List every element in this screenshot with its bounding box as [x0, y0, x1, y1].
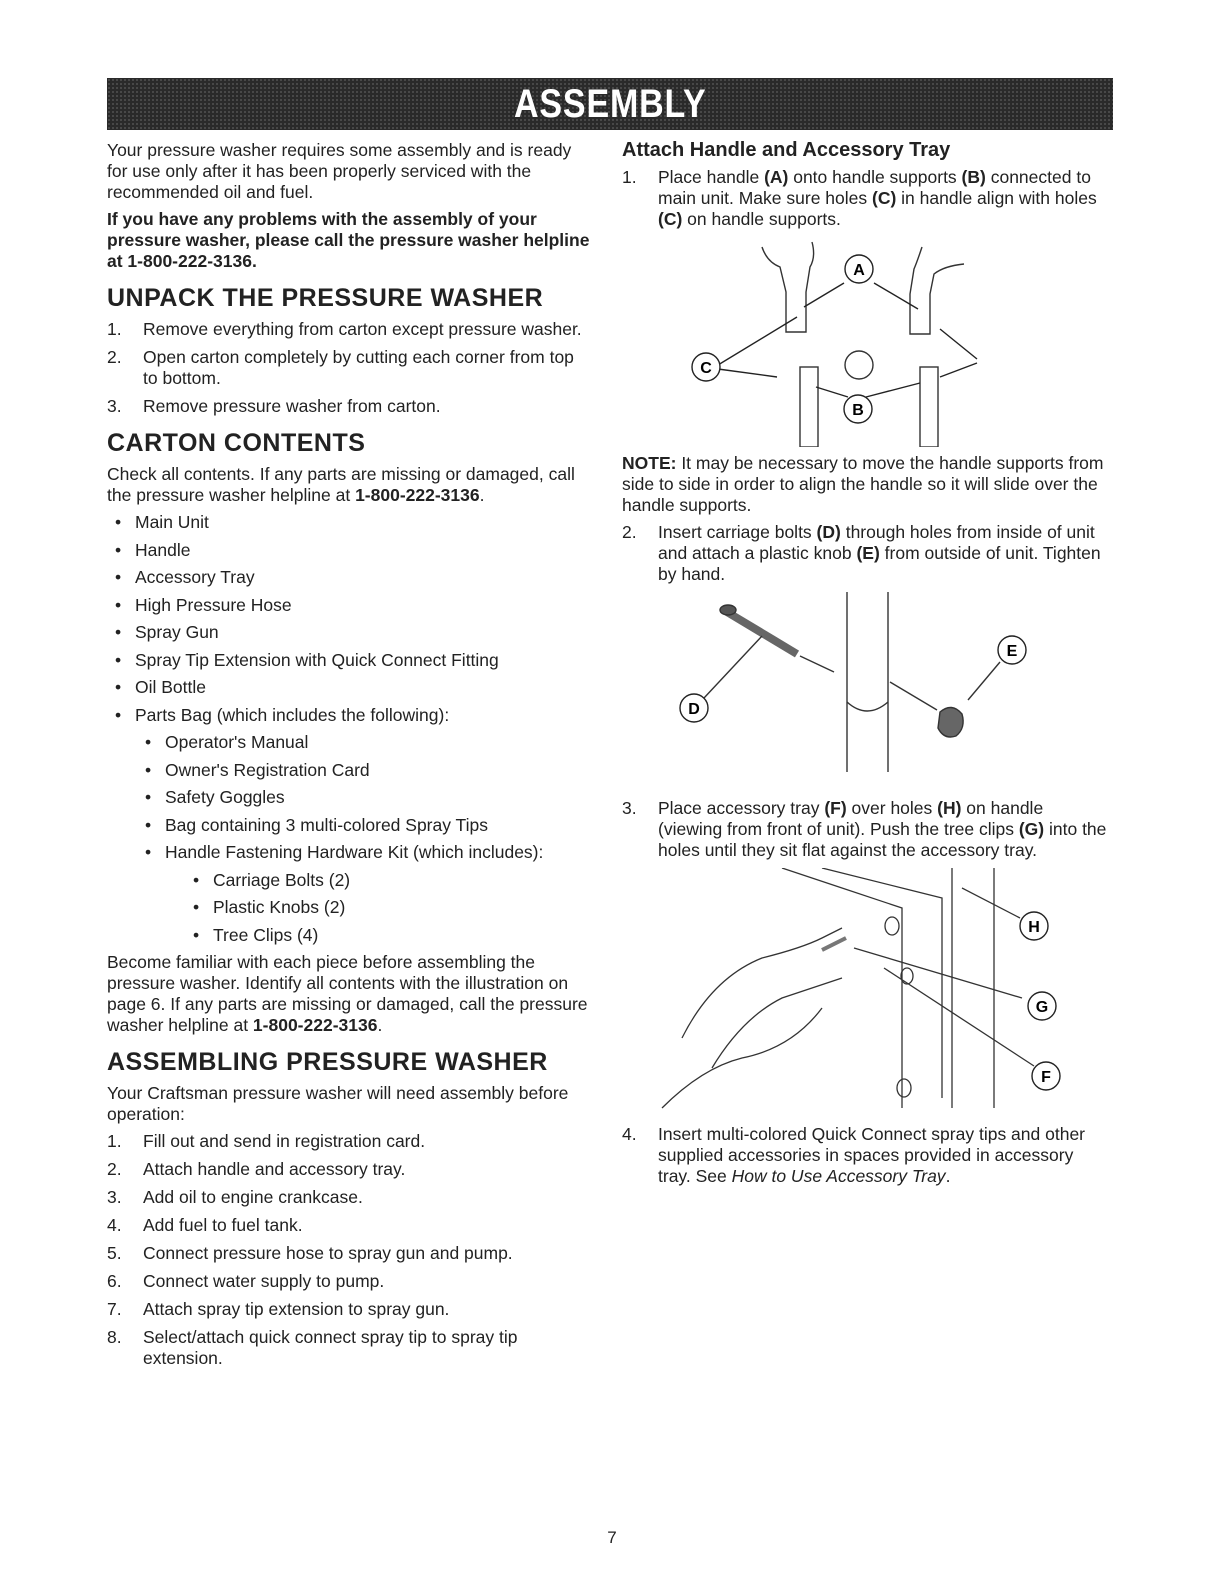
list-item: • Carriage Bolts (2): [107, 870, 592, 891]
bolt-knob-figure: [622, 592, 1107, 792]
label-d: D: [688, 701, 700, 718]
banner-title: ASSEMBLY: [513, 81, 707, 126]
label-h: H: [1028, 919, 1040, 936]
intro-paragraph: Your pressure washer requires some assembly and is ready for use only after it has been properly serviced with the recommended oil and fuel.: [107, 140, 572, 202]
list-item: • Bag containing 3 multi-colored Spray Tips: [107, 815, 592, 836]
list-item: 6. Connect water supply to pump.: [107, 1271, 385, 1291]
attach-heading: Attach Handle and Accessory Tray: [622, 139, 951, 161]
list-item: • Accessory Tray: [107, 567, 592, 588]
handle-supports-figure: [622, 237, 1107, 447]
list-item: • Spray Tip Extension with Quick Connect Fitting: [107, 650, 592, 671]
assembling-heading: ASSEMBLING PRESSURE WASHER: [107, 1048, 548, 1076]
list-item: • Parts Bag (which includes the following):: [107, 705, 592, 726]
unpack-heading: UNPACK THE PRESSURE WASHER: [107, 284, 544, 312]
list-item: 1. Remove everything from carton except pressure washer.: [107, 319, 582, 339]
list-item: • High Pressure Hose: [107, 595, 592, 616]
helpline-note: If you have any problems with the assembly of your pressure washer, please call the pressure washer helpline at 1-800-222-3136.: [107, 209, 590, 271]
list-item: • Safety Goggles: [107, 787, 592, 808]
list-item: 2. Attach handle and accessory tray.: [107, 1159, 406, 1179]
label-c: C: [700, 360, 712, 377]
label-f: F: [1041, 1069, 1051, 1086]
carton-heading: CARTON CONTENTS: [107, 429, 366, 457]
list-item: • Tree Clips (4): [107, 925, 592, 946]
list-item: 3. Add oil to engine crankcase.: [107, 1187, 363, 1207]
list-item: • Operator's Manual: [107, 732, 592, 753]
list-item: 2. Open carton completely by cutting each corner from top to bottom.: [107, 347, 574, 388]
parts-bag-items: [107, 732, 592, 863]
assembling-steps: [107, 1131, 592, 1369]
section-banner: [107, 78, 1113, 130]
list-item: • Handle Fastening Hardware Kit (which includes):: [107, 842, 592, 863]
label-b: B: [852, 402, 864, 419]
list-item: 1. Place handle (A) onto handle supports (B) connected to main unit. Make sure holes (C) in handle align with holes (C) on handle supports.: [622, 167, 1097, 229]
carton-intro: Check all contents. If any parts are missing or damaged, call the pressure washer helpline at 1-800-222-3136.: [107, 464, 575, 505]
list-item: 8. Select/attach quick connect spray tip to spray tip extension.: [107, 1327, 518, 1368]
list-item: • Handle: [107, 540, 592, 561]
list-item: 1. Fill out and send in registration card.: [107, 1131, 426, 1151]
list-item: • Owner's Registration Card: [107, 760, 592, 781]
list-item: 7. Attach spray tip extension to spray gun.: [107, 1299, 450, 1319]
attach-step-2: [622, 522, 1107, 585]
label-g: G: [1035, 999, 1049, 1016]
label-e: E: [1006, 643, 1018, 660]
carton-items: [107, 512, 592, 726]
list-item: 4. Add fuel to fuel tank.: [107, 1215, 303, 1235]
attach-step-1: [622, 167, 1107, 230]
list-item: • Oil Bottle: [107, 677, 592, 698]
list-item: 3. Place accessory tray (F) over holes (H) on handle (viewing from front of unit). Push the tree clips (G) into the holes until they sit flat against the accessory tray.: [622, 798, 1107, 860]
carton-outro: Become familiar with each piece before assembling the pressure washer. Identify all contents with the illustration on page 6. If any parts are missing or damaged, call the pressure washer helpline at 1-800-222-3136.: [107, 952, 588, 1035]
label-a: A: [853, 262, 865, 279]
helpline-phone: 1-800-222-3136: [355, 485, 480, 505]
list-item: • Main Unit: [107, 512, 592, 533]
accessory-tray-figure: [622, 868, 1107, 1118]
list-item: 5. Connect pressure hose to spray gun and pump.: [107, 1243, 513, 1263]
list-item: 4. Insert multi-colored Quick Connect spray tips and other supplied accessories in spaces provided in accessory tray. See How to Use Accessory Tray.: [622, 1124, 1085, 1186]
attach-step-3: [622, 798, 1107, 861]
hardware-kit-items: [107, 870, 592, 946]
list-item: • Plastic Knobs (2): [107, 897, 592, 918]
unpack-steps: [107, 319, 592, 417]
attach-step-4: [622, 1124, 1107, 1187]
label-a-circle: [845, 351, 873, 379]
page-number: 7: [607, 1528, 617, 1547]
list-item: • Spray Gun: [107, 622, 592, 643]
left-column: [107, 140, 592, 1376]
right-column: [622, 140, 1107, 1194]
assembling-intro: Your Craftsman pressure washer will need assembly before operation:: [107, 1083, 569, 1124]
note-paragraph: NOTE: It may be necessary to move the handle supports from side to side in order to align the handle so it will slide over the handle supports.: [622, 453, 1104, 515]
list-item: 2. Insert carriage bolts (D) through holes from inside of unit and attach a plastic knob (E) from outside of unit. Tighten by hand.: [622, 522, 1101, 584]
list-item: 3. Remove pressure washer from carton.: [107, 396, 441, 416]
